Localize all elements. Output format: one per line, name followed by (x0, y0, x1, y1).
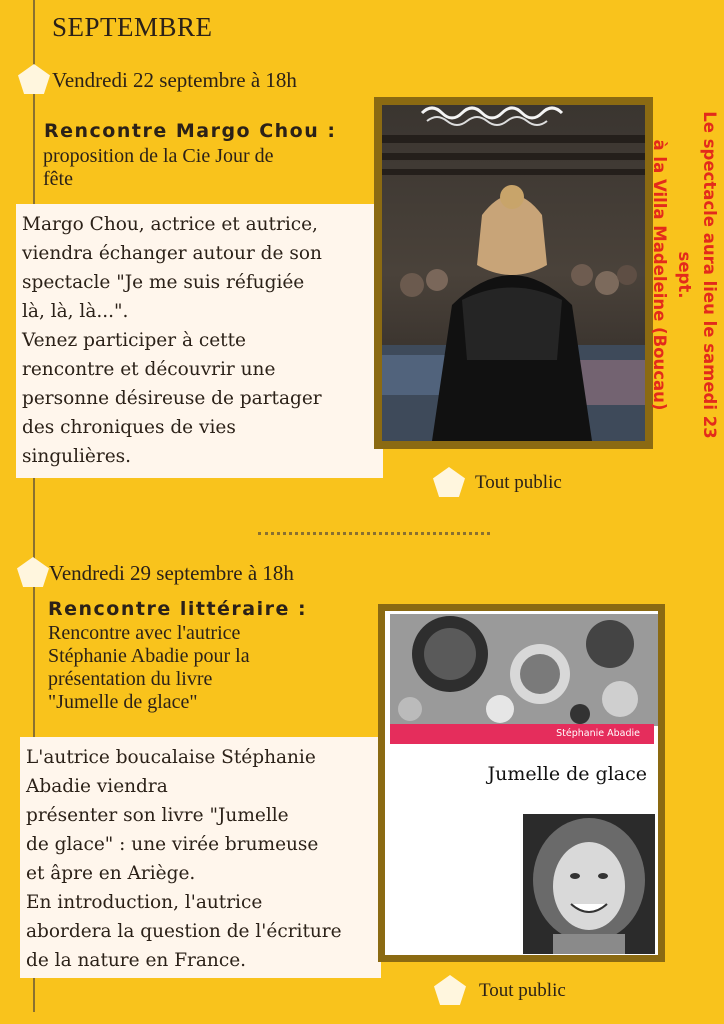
description-line: là, là, là...". (22, 301, 129, 322)
description-line: En introduction, l'autrice (26, 892, 263, 913)
event-photo (374, 97, 653, 449)
event-subtitle (43, 145, 274, 191)
description-line: L'autrice boucalaise Stéphanie (26, 747, 316, 768)
description-line: Abadie viendra (26, 776, 168, 797)
audience-label: Tout public (475, 472, 562, 493)
audience-pentagon-icon (434, 975, 466, 1005)
side-note-line: Le spectacle aura lieu le samedi 23 sept. (675, 111, 719, 439)
event-subtitle (48, 622, 250, 714)
description-line: abordera la question de l'écriture (26, 921, 342, 942)
bullet-pentagon-icon (17, 557, 49, 587)
event-title: Rencontre littéraire : (48, 598, 308, 620)
event-subtitle-line: Stéphanie Abadie pour la (48, 645, 250, 667)
description-line: et âpre en Ariège. (26, 863, 196, 884)
event-subtitle-line: présentation du livre (48, 668, 213, 690)
description-line: spectacle "Je me suis réfugiée (22, 272, 305, 293)
actress-photo (382, 105, 645, 441)
bullet-pentagon-icon (18, 64, 50, 94)
event-date: Vendredi 22 septembre à 18h (52, 68, 297, 92)
description-line: de glace" : une virée brumeuse (26, 834, 319, 855)
event-date: Vendredi 29 septembre à 18h (49, 561, 294, 585)
description-line: personne désireuse de partager (22, 388, 322, 409)
side-note-line: à la Villa Madeleine (Boucau) (650, 139, 669, 411)
book-cover (378, 604, 665, 962)
event-description (16, 204, 383, 478)
description-line: singulières. (22, 446, 132, 467)
description-line: rencontre et découvrir une (22, 359, 276, 380)
section-divider (258, 532, 490, 535)
description-line: des chroniques de vies (22, 417, 236, 438)
audience-pentagon-icon (433, 467, 465, 497)
event-subtitle-line: Rencontre avec l'autrice (48, 622, 241, 644)
audience-label: Tout public (479, 980, 566, 1001)
event-title: Rencontre Margo Chou : (44, 120, 337, 142)
book-author: Stéphanie Abadie (390, 724, 654, 744)
event-subtitle-line: "Jumelle de glace" (48, 691, 198, 713)
description-line: de la nature en France. (26, 950, 247, 971)
month-heading: SEPTEMBRE (52, 12, 213, 42)
description-line: Margo Chou, actrice et autrice, (22, 214, 318, 235)
author-portrait (523, 814, 655, 954)
event-description (20, 737, 381, 978)
cover-texture-image (390, 614, 663, 726)
side-note (650, 90, 722, 460)
event-subtitle-line: proposition de la Cie Jour de (43, 145, 274, 167)
description-line: présenter son livre "Jumelle (26, 805, 289, 826)
book-title: Jumelle de glace (487, 763, 647, 785)
event-subtitle-line: fête (43, 168, 73, 190)
description-line: viendra échanger autour de son (22, 243, 322, 264)
description-line: Venez participer à cette (22, 330, 246, 351)
